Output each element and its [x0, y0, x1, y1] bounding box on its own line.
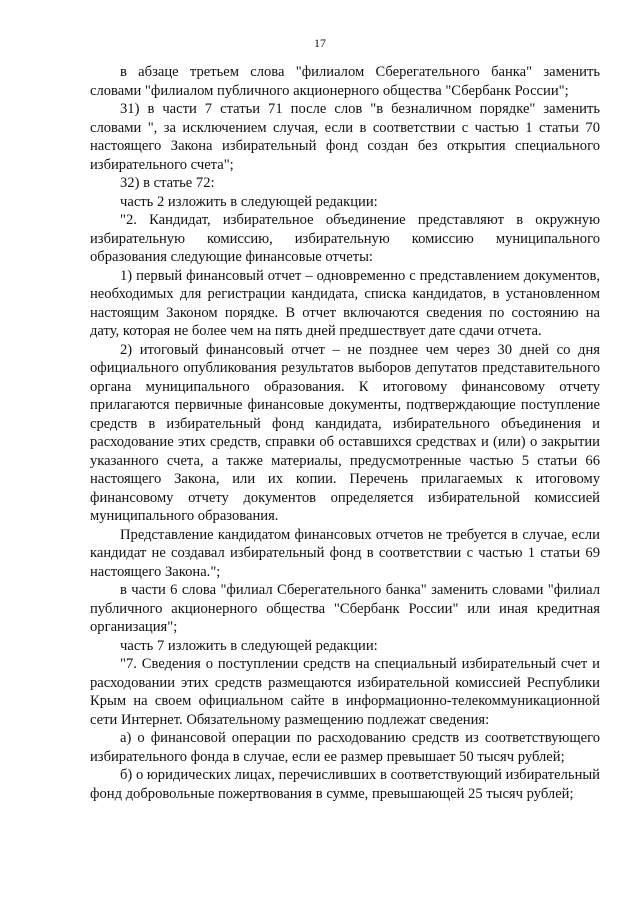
paragraph-part-2-text: "2. Кандидат, избирательное объединение представляют в окружную избирательную комиссию, избирательную комиссию муниципального образования следующие финансовые отчеты: [90, 212, 600, 265]
paragraph-item-a: а) о финансовой операции по расходованию средств из соответствующего избирательного фонда в случае, если ее размер превышает 50 тысяч рублей; [90, 730, 600, 765]
paragraph-part-2-intro: часть 2 изложить в следующей редакции: [120, 193, 378, 210]
paragraph-sberbank-branch-replacement: в абзаце третьем слова "филиалом Сберегательного банка" заменить словами "филиалом публичного акционерного общества "Сбербанк России"; [90, 64, 600, 99]
paragraph-item-32: 32) в статье 72: [120, 175, 215, 191]
paragraph-part-6-replacement: в части 6 слова "филиал Сберегательного банка" заменить словами "филиал публичного акционерного общества "Сбербанк России" или иная кредитная организация"; [90, 582, 600, 635]
paragraph-part-7-text: "7. Сведения о поступлении средств на специальный избирательный счет и расходовании этих средств размещаются избирательной комиссией Республики Крым на своем официальном сайте в информационно-телекоммуникационной сети Интернет. Обязательному размещению подлежат сведения: [90, 656, 600, 728]
page-number: 17 [314, 36, 326, 50]
paragraph-final-financial-report: 2) итоговый финансовый отчет – не позднее чем через 30 дней со дня официального опубликования результатов выборов депутатов представительного органа муниципального образования. К итоговому финансовому отчету прилагаются первичные финансовые документы, подтверждающие поступление средств в избирательный фонд кандидата, избирательного объединения и расходование этих средств, справки об оставшихся средствах и (или) о закрытии указанного счета, а также материалы, предусмотренные частью 5 статьи 66 настоящего Закона, или их копии. Перечень прилагаемых к итоговому финансовому отчету документов определяется избирательной комиссией муниципального образования. [90, 341, 600, 524]
paragraph-first-financial-report: 1) первый финансовый отчет – одновременно с представлением документов, необходимых для регистрации кандидата, списка кандидатов, в установленном настоящим Законом порядке. В отчет включаются сведения по состоянию на дату, которая не более чем на пять дней предшествует дате сдачи отчета. [90, 267, 600, 339]
paragraph-item-b: б) о юридических лицах, перечисливших в соответствующий избирательный фонд добровольные пожертвования в сумме, превышающей 25 тысяч рублей; [90, 767, 600, 802]
paragraph-reports-not-required: Представление кандидатом финансовых отчетов не требуется в случае, если кандидат не создавал избирательный фонд в соответствии с частью 1 статьи 69 настоящего Закона."; [90, 526, 600, 580]
paragraph-item-31: 31) в части 7 статьи 71 после слов "в безналичном порядке" заменить словами ", за исключением случая, если в соответствии с частью 1 статьи 70 настоящего Закона избирательный фонд создан без открытия специального избирательного счета"; [90, 101, 600, 173]
document-body [90, 63, 600, 803]
paragraph-part-7-intro: часть 7 изложить в следующей редакции: [120, 637, 378, 654]
